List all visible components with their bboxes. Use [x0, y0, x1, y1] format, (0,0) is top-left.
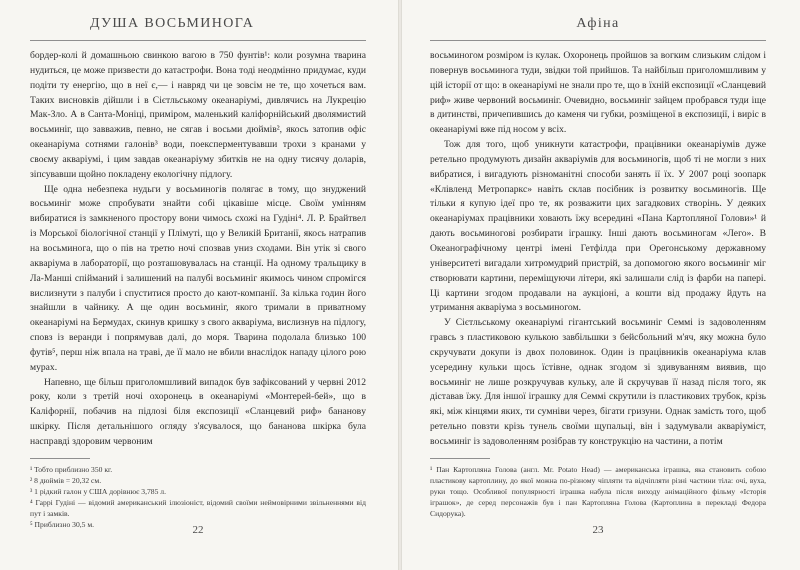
left-footnotes	[30, 464, 366, 530]
header-rule	[30, 40, 366, 41]
footnote: ² 8 дюймів = 20,32 см.	[30, 475, 102, 485]
left-running-head: ДУША ВОСЬМИНОГА	[90, 16, 255, 31]
header-rule	[430, 40, 766, 41]
footnote: ⁵ Приблизно 30,5 м.	[30, 519, 95, 529]
paragraph: бордер-колі й домашньою свинкою вагою в 750 фунтів¹: коли розумна тварина нудиться, це може призвести до катастрофи. Вона тоді неодмінно придумає, куди подіти ту енергію, що в неї є,— і навряд чи це зовсім не те, що хочеться вам. Таких висновків дійшли і в Сієтльському океанаріумі, дивлячись на Лукрецію Мак-Зло. А в Санта-Моніці, приміром, маленький каліфорнійський дволямистий восьминіг, що завважив, певно, не сягав і восьми дюймів², якось затопив офіс океанаріума сотнями галонів³ води, поексперментувавши трохи з кранами у своєму акваріумі, і цим завдав океанаріуму збитків не на одну тисячу доларів, зіпсувавши щойно покладену екологічну підлогу.	[30, 50, 366, 180]
right-page-number: 23	[592, 524, 604, 536]
paragraph: Напевно, ще більш приголомшливий випадок був зафіксований у червні 2012 року, коли з третій ночі охоронець в океанаріумі «Монтерей-бей», що в Каліфорнії, побачив на підлозі біля експозиції «Сланцевий риф» банановy шкірку. Після детальнішого огляду з'ясувалося, що бананова шкірка була насправді здоровим червоним	[30, 376, 366, 447]
footnote-rule	[30, 458, 90, 459]
footnote: ¹ Тобто приблизно 350 кг.	[30, 464, 113, 474]
right-running-head: Афіна	[576, 16, 620, 31]
paragraph: восьминогом розміром із кулак. Охоронець пройшов за вогким слизьким слідом і повернув восьминога туди, звідки той прийшов. Та найбільш приголомшливим у цій історії от що: в океанаріумі не знали про те, що в їхній експозиції «Сланцевий риф» живе червоний восьминіг. Очевидно, восьминіг зайцем пробрався туди іще в дитинстві, причепившись до каменя чи губки, розміщеної в експозиції, і виріс в океанаріумі вже під носом у всіх.	[430, 50, 766, 136]
paragraph: Тож для того, щоб уникнути катастрофи, працівники океанаріумів дуже ретельно продумують дизайн акваріумів для восьминогів, щоб ті не могли з них вибратися, і вигадують різноманітні способи занять ії їх. У 2007 році зоопарк «Клівленд Метропаркс» навіть склав посібник із розвитку восьминогів. Ще тільки я купую ідеї про те, як розважити цих загадкових створінь. У деяких океанаріумах працівники ховають їжу всередині «Пана Картопляної Голови»¹ й дають восьминогові розбирати іграшку. Інші дають восьминогам «Лего». В Океанографічному центрі імені Гетфілда при Орегонському державному університеті вигадали хитромудрий пристрій, за допомогою якого восьминіг міг створювати картини, переміщуючи літери, які залишали слід із фарби на папері. Ці картини згодом продавали на аукціоні, а кошти від продажу йдуть на утримання акваріума з восьминогом.	[430, 139, 766, 314]
left-page	[30, 0, 366, 570]
right-body-text	[430, 49, 766, 450]
book-gutter	[398, 0, 402, 570]
right-footnotes	[430, 464, 766, 519]
footnote: ¹ Пан Картопляна Голова (англ. Mr. Potato Head) — американська іграшка, яка становить собою пластикову картоплину, до якої можна по-різному чіпляти та відчіпляти різні частини тіла: очі, вуха, руки тощо. Особливої популярності іграшка набула після виходу анімаційного фільму «Історія іграшок», де серед персонажів був і пан Картопляна Голова (Картоплина в перекладі Федора Сидорука).	[430, 464, 766, 518]
left-page-number: 22	[192, 524, 204, 536]
footnote-rule	[430, 458, 490, 459]
paragraph: Ще одна небезпека нудьги у восьминогів полягає в тому, що знуджений восьминіг може спробувати знайти собі цікавіше місце. Своїм умінням вибиратися із замкненого простору вони чимось схожі на Гудіні⁴. Л. Р. Брайтвел із Морської біологічної станції у Плімуті, що у Великій Британії, якось натрапив на восьминога, що о пів на третю ночі спозвав униз сходами. Він утік зі свого акваріума в лабораторії, що розташовувалась на станції. На одному тральщику в Ла-Манші спійманий і залишений на палубі восьминіг якимось чином спромігся вислизнути з палуби і спуститися просто до кают-компанії. За кілька годин його знайшли в чайнику. А ще один восьминіг, якого тримали в приватному океанаріумі на Бермудах, скинув кришку з свого акваріума, вислизнув на підлогу, сповз із веранди і попрямував далі, до моря. Тварина подолала близько 100 футів⁵, перш ніж впала на траві, де її мало не вбили внаслідок нападу цілого рою мурах.	[30, 183, 366, 373]
left-body-text	[30, 49, 366, 450]
footnote: ³ 1 рідкий галон у США дорівнює 3,785 л.	[30, 486, 166, 496]
footnote: ⁴ Гаррі Гудіні — відомий американський ілюзіоніст, відомий своїми неймовірними звільненнями від пут і замків.	[30, 497, 366, 518]
right-page	[430, 0, 766, 570]
paragraph: У Сієтльському океанаріумі гігантський восьминіг Семмі із задоволенням гравсь з пластиковою кулькою завбільшки з бейсбольний м'яч, яку можна було скручувати докупи із двох половинок. Один із працівників океанаріума клав усередину кульки щось їстівне, однак згодом зі здивуванням виявив, що восьминіг не лише розкручував кульку, але й скручував її назад після того, як діставав їжу. Для іншої іграшку для Семмі скрутили із пластикових трубок, крізь які, між кінцями яких, ти сумніви через, бігати гризуни. Однак замість того, щоб ретельно повзти крізь тунель своїми щупальці, він і задумували акваріуміст, восьминіг із задоволенням розібрав ту конструкцію на частини, а потім	[430, 317, 766, 447]
